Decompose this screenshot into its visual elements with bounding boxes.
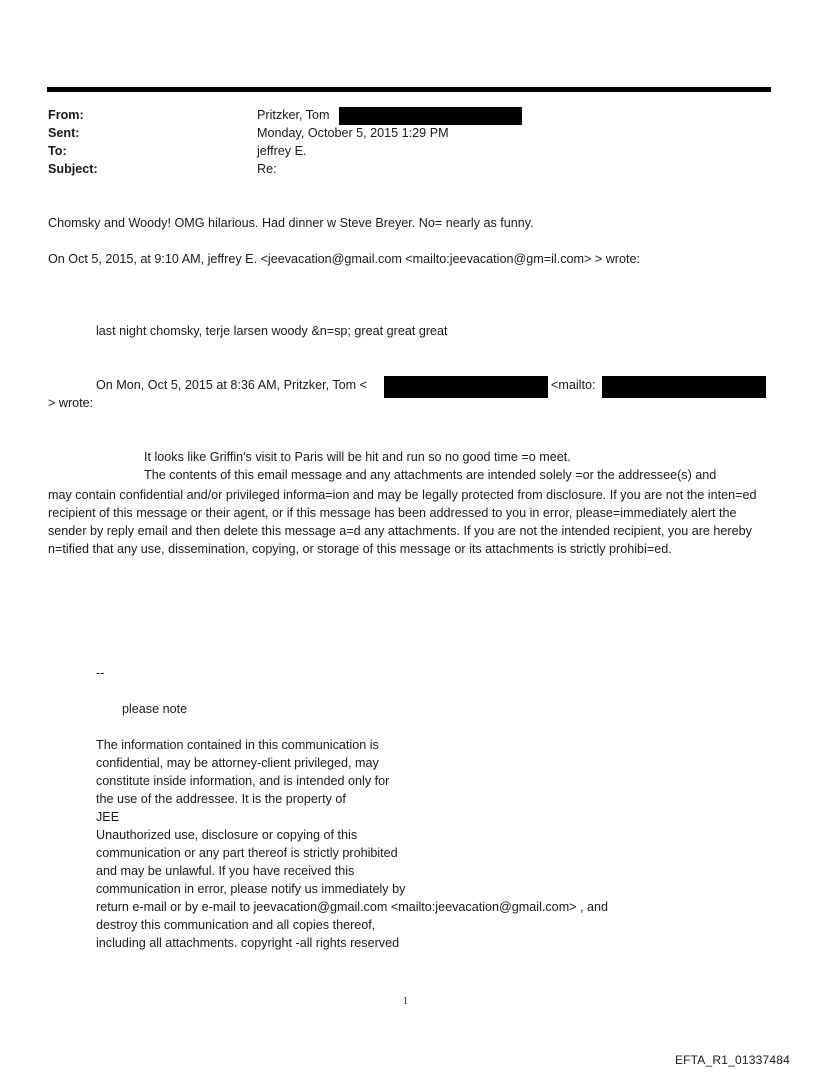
signature-dash: --	[96, 666, 105, 680]
from-label: From:	[48, 108, 84, 122]
quote2-wrote: > wrote:	[48, 396, 94, 410]
disclaimer-line: including all attachments. copyright -all rights reserved	[96, 936, 400, 950]
quote1-intro: On Oct 5, 2015, at 9:10 AM, jeffrey E. <jeevacation@gmail.com <mailto:jeevacation@gm=il.com> > wrote:	[48, 252, 640, 266]
to-label: To:	[48, 144, 67, 158]
disclaimer-line: The information contained in this communication is	[96, 738, 379, 752]
disclaimer-line: destroy this communication and all copies thereof,	[96, 918, 376, 932]
quote2-line1: It looks like Griffin's visit to Paris will be hit and run so no good time =o meet.	[144, 450, 571, 464]
sent-value: Monday, October 5, 2015 1:29 PM	[257, 126, 449, 140]
from-value: Pritzker, Tom	[257, 108, 330, 122]
redaction-email-2	[602, 376, 766, 398]
reply-text: Chomsky and Woody! OMG hilarious. Had dinner w Steve Breyer. No= nearly as funny.	[48, 216, 534, 230]
subject-label: Subject:	[48, 162, 98, 176]
disclaimer-line: constitute inside information, and is intended only for	[96, 774, 390, 788]
quote2-mailto: <mailto:	[551, 378, 596, 392]
disclaimer-line: and may be unlawful. If you have received this	[96, 864, 355, 878]
disclaimer-line: Unauthorized use, disclosure or copying of this	[96, 828, 358, 842]
signature-note: please note	[122, 702, 188, 716]
disclaimer-line: the use of the addressee. It is the property of	[96, 792, 346, 806]
to-value: jeffrey E.	[257, 144, 307, 158]
page-number: 1	[403, 996, 408, 1007]
redaction-from-email	[339, 107, 522, 125]
disclaimer-line: confidential, may be attorney-client privileged, may	[96, 756, 379, 770]
quote1-text: last night chomsky, terje larsen woody &n=sp; great great great	[96, 324, 448, 338]
disclaimer-line: JEE	[96, 810, 120, 824]
confidentiality-paragraph: may contain confidential and/or privileged informa=ion and may be legally protected from disclosure. If you are not the inten=ed recipient of this message or their agent, or if this message has been addressed to you in error, please=immediately alert the sender by reply email and then delete this message a=d any attachments. If you are not the intended recipient, you are hereby n=tified that any use, dissemination, copying, or storage of this message or its attachments is strictly prohibi=ed.	[48, 488, 757, 556]
subject-value: Re:	[257, 162, 277, 176]
bates-number: EFTA_R1_01337484	[674, 1053, 790, 1067]
quote2-intro: On Mon, Oct 5, 2015 at 8:36 AM, Pritzker, Tom <	[96, 378, 368, 392]
header-rule	[47, 87, 771, 92]
redaction-email-1	[384, 376, 548, 398]
disclaimer-line: return e-mail or by e-mail to jeevacation@gmail.com <mailto:jeevacation@gmail.com> , and	[96, 900, 609, 914]
disclaimer-line: communication or any part thereof is strictly prohibited	[96, 846, 398, 860]
disclaimer-line: communication in error, please notify us immediately by	[96, 882, 406, 896]
sent-label: Sent:	[48, 126, 80, 140]
quote2-line2: The contents of this email message and any attachments are intended solely =or the addressee(s) and	[144, 468, 717, 482]
